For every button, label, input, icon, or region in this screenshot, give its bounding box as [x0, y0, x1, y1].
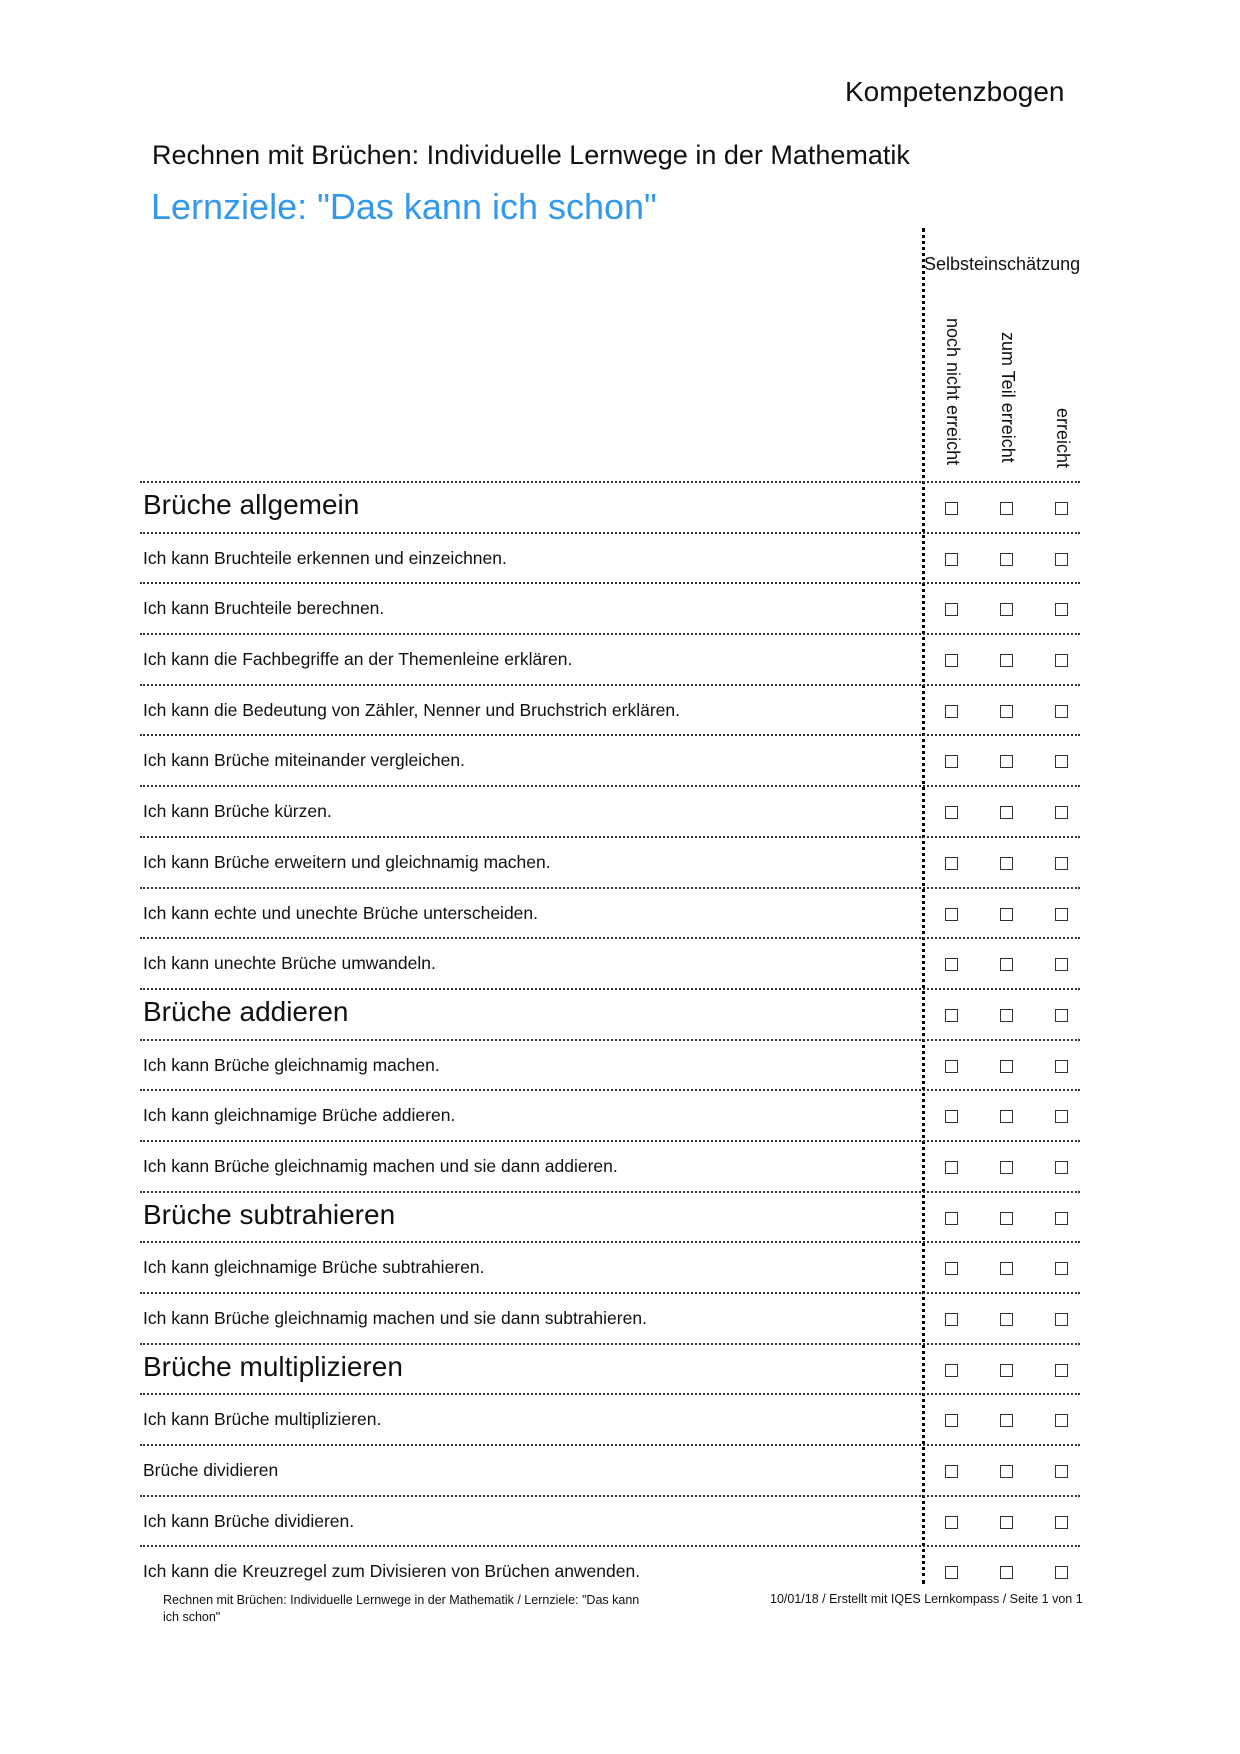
learning-goal-label: Ich kann Brüche multiplizieren. [143, 1409, 382, 1430]
checkbox-not-achieved[interactable] [945, 1060, 958, 1073]
learning-goal-label: Ich kann Brüche gleichnamig machen. [143, 1054, 440, 1075]
table-row [140, 937, 1080, 988]
document-title: Rechnen mit Brüchen: Individuelle Lernwege in der Mathematik [152, 140, 910, 170]
learning-goal-label: Ich kann die Kreuzregel zum Divisieren von Brüchen anwenden. [143, 1561, 641, 1582]
checkbox-achieved[interactable] [1055, 553, 1068, 566]
checkbox-partially-achieved[interactable] [1000, 857, 1013, 870]
table-row [140, 582, 1080, 633]
checkbox-not-achieved[interactable] [945, 1161, 958, 1174]
checkbox-achieved[interactable] [1055, 1212, 1068, 1225]
learning-goal-label: Ich kann die Bedeutung von Zähler, Nenner und Bruchstrich erklären. [143, 699, 680, 720]
checkbox-not-achieved[interactable] [945, 502, 958, 515]
checkbox-not-achieved[interactable] [945, 1465, 958, 1478]
checkbox-achieved[interactable] [1055, 1110, 1068, 1123]
table-row [140, 1495, 1080, 1546]
table-row [140, 836, 1080, 887]
checkbox-partially-achieved[interactable] [1000, 908, 1013, 921]
footer-page-info: 10/01/18 / Erstellt mit IQES Lernkompass / Seite 1 von 1 [770, 1592, 1083, 1606]
section-row [140, 481, 1080, 532]
checkbox-partially-achieved[interactable] [1000, 1313, 1013, 1326]
learning-goal-label: Ich kann gleichnamige Brüche subtrahieren. [143, 1257, 485, 1278]
checkbox-not-achieved[interactable] [945, 1262, 958, 1275]
checkbox-partially-achieved[interactable] [1000, 755, 1013, 768]
checkbox-not-achieved[interactable] [945, 1313, 958, 1326]
document-subtitle: Lernziele: "Das kann ich schon" [151, 186, 657, 227]
checkbox-not-achieved[interactable] [945, 1516, 958, 1529]
checkbox-achieved[interactable] [1055, 1566, 1068, 1579]
checkbox-achieved[interactable] [1055, 654, 1068, 667]
checkbox-partially-achieved[interactable] [1000, 958, 1013, 971]
checkbox-partially-achieved[interactable] [1000, 1414, 1013, 1427]
checkbox-partially-achieved[interactable] [1000, 806, 1013, 819]
column-header-partially-achieved [995, 310, 1021, 472]
section-heading: Brüche addieren [143, 995, 349, 1027]
section-row [140, 988, 1080, 1039]
column-header-achieved [1050, 310, 1076, 472]
footer-document-info: Rechnen mit Brüchen: Individuelle Lernwege in der Mathematik / Lernziele: "Das kann ich schon" [163, 1593, 640, 1624]
learning-goal-label: Brüche dividieren [143, 1460, 279, 1481]
learning-goal-label: Ich kann gleichnamige Brüche addieren. [143, 1105, 456, 1126]
checkbox-achieved[interactable] [1055, 502, 1068, 515]
checkbox-partially-achieved[interactable] [1000, 603, 1013, 616]
checkbox-partially-achieved[interactable] [1000, 1364, 1013, 1377]
learning-goal-label: Ich kann Brüche erweitern und gleichnamig machen. [143, 851, 551, 872]
checkbox-achieved[interactable] [1055, 1060, 1068, 1073]
checkbox-partially-achieved[interactable] [1000, 1060, 1013, 1073]
checkbox-not-achieved[interactable] [945, 806, 958, 819]
checkbox-achieved[interactable] [1055, 1313, 1068, 1326]
checkbox-achieved[interactable] [1055, 1009, 1068, 1022]
checkbox-achieved[interactable] [1055, 1364, 1068, 1377]
checkbox-partially-achieved[interactable] [1000, 1161, 1013, 1174]
checkbox-partially-achieved[interactable] [1000, 1566, 1013, 1579]
checkbox-not-achieved[interactable] [945, 654, 958, 667]
checkbox-not-achieved[interactable] [945, 1414, 958, 1427]
checkbox-achieved[interactable] [1055, 705, 1068, 718]
section-row [140, 1191, 1080, 1242]
table-row [140, 1292, 1080, 1343]
checkbox-partially-achieved[interactable] [1000, 1465, 1013, 1478]
checkbox-achieved[interactable] [1055, 1161, 1068, 1174]
table-row [140, 1545, 1080, 1596]
checkbox-partially-achieved[interactable] [1000, 1516, 1013, 1529]
learning-goal-label: Ich kann Brüche dividieren. [143, 1510, 355, 1531]
column-header-not-achieved [940, 310, 966, 472]
section-row [140, 1343, 1080, 1394]
checkbox-achieved[interactable] [1055, 1516, 1068, 1529]
checkbox-not-achieved[interactable] [945, 705, 958, 718]
checkbox-not-achieved[interactable] [945, 553, 958, 566]
learning-goal-label: Ich kann unechte Brüche umwandeln. [143, 953, 436, 974]
learning-goal-label: Ich kann Brüche gleichnamig machen und sie dann addieren. [143, 1155, 618, 1176]
checkbox-not-achieved[interactable] [945, 958, 958, 971]
column-header-label: zum Teil erreicht [998, 332, 1018, 463]
section-heading: Brüche multiplizieren [143, 1350, 403, 1382]
checkbox-partially-achieved[interactable] [1000, 705, 1013, 718]
checkbox-partially-achieved[interactable] [1000, 1262, 1013, 1275]
learning-goal-label: Ich kann Brüche miteinander vergleichen. [143, 750, 465, 771]
column-header-label: erreicht [1053, 408, 1073, 469]
checkbox-achieved[interactable] [1055, 603, 1068, 616]
table-row [140, 1393, 1080, 1444]
learning-goal-label: Ich kann echte und unechte Brüche unterscheiden. [143, 902, 538, 923]
table-row [140, 684, 1080, 735]
learning-goal-label: Ich kann Brüche kürzen. [143, 801, 332, 822]
table-row [140, 1241, 1080, 1292]
checkbox-achieved[interactable] [1055, 1465, 1068, 1478]
checkbox-not-achieved[interactable] [945, 755, 958, 768]
checkbox-achieved[interactable] [1055, 958, 1068, 971]
checkbox-achieved[interactable] [1055, 1414, 1068, 1427]
checkbox-partially-achieved[interactable] [1000, 654, 1013, 667]
table-row [140, 734, 1080, 785]
checkbox-achieved[interactable] [1055, 908, 1068, 921]
table-row [140, 1140, 1080, 1191]
checkbox-not-achieved[interactable] [945, 1364, 958, 1377]
table-row [140, 532, 1080, 583]
checkbox-partially-achieved[interactable] [1000, 1009, 1013, 1022]
checkbox-achieved[interactable] [1055, 857, 1068, 870]
checkbox-partially-achieved[interactable] [1000, 502, 1013, 515]
learning-goal-label: Ich kann Bruchteile berechnen. [143, 598, 385, 619]
checkbox-not-achieved[interactable] [945, 1009, 958, 1022]
checkbox-not-achieved[interactable] [945, 857, 958, 870]
competency-table [140, 481, 1080, 1596]
checkbox-achieved[interactable] [1055, 806, 1068, 819]
section-heading: Brüche subtrahieren [143, 1198, 396, 1230]
checkbox-not-achieved[interactable] [945, 1212, 958, 1225]
table-row [140, 633, 1080, 684]
checkbox-achieved[interactable] [1055, 755, 1068, 768]
learning-goal-label: Ich kann die Fachbegriffe an der Themenleine erklären. [143, 649, 573, 670]
checkbox-not-achieved[interactable] [945, 1110, 958, 1123]
checkbox-not-achieved[interactable] [945, 603, 958, 616]
table-row [140, 1444, 1080, 1495]
section-heading: Brüche allgemein [143, 489, 360, 520]
checkbox-partially-achieved[interactable] [1000, 553, 1013, 566]
column-header-label: noch nicht erreicht [943, 318, 963, 466]
checkbox-partially-achieved[interactable] [1000, 1212, 1013, 1225]
table-row [140, 1089, 1080, 1140]
table-row [140, 785, 1080, 836]
checkbox-not-achieved[interactable] [945, 1566, 958, 1579]
self-assessment-header: Selbsteinschätzung [924, 254, 1081, 274]
checkbox-partially-achieved[interactable] [1000, 1110, 1013, 1123]
table-row [140, 887, 1080, 938]
document-type-label: Kompetenzbogen [845, 76, 1065, 107]
checkbox-not-achieved[interactable] [945, 908, 958, 921]
learning-goal-label: Ich kann Brüche gleichnamig machen und sie dann subtrahieren. [143, 1308, 647, 1328]
table-row [140, 1039, 1080, 1090]
checkbox-achieved[interactable] [1055, 1262, 1068, 1275]
learning-goal-label: Ich kann Bruchteile erkennen und einzeichnen. [143, 547, 507, 568]
